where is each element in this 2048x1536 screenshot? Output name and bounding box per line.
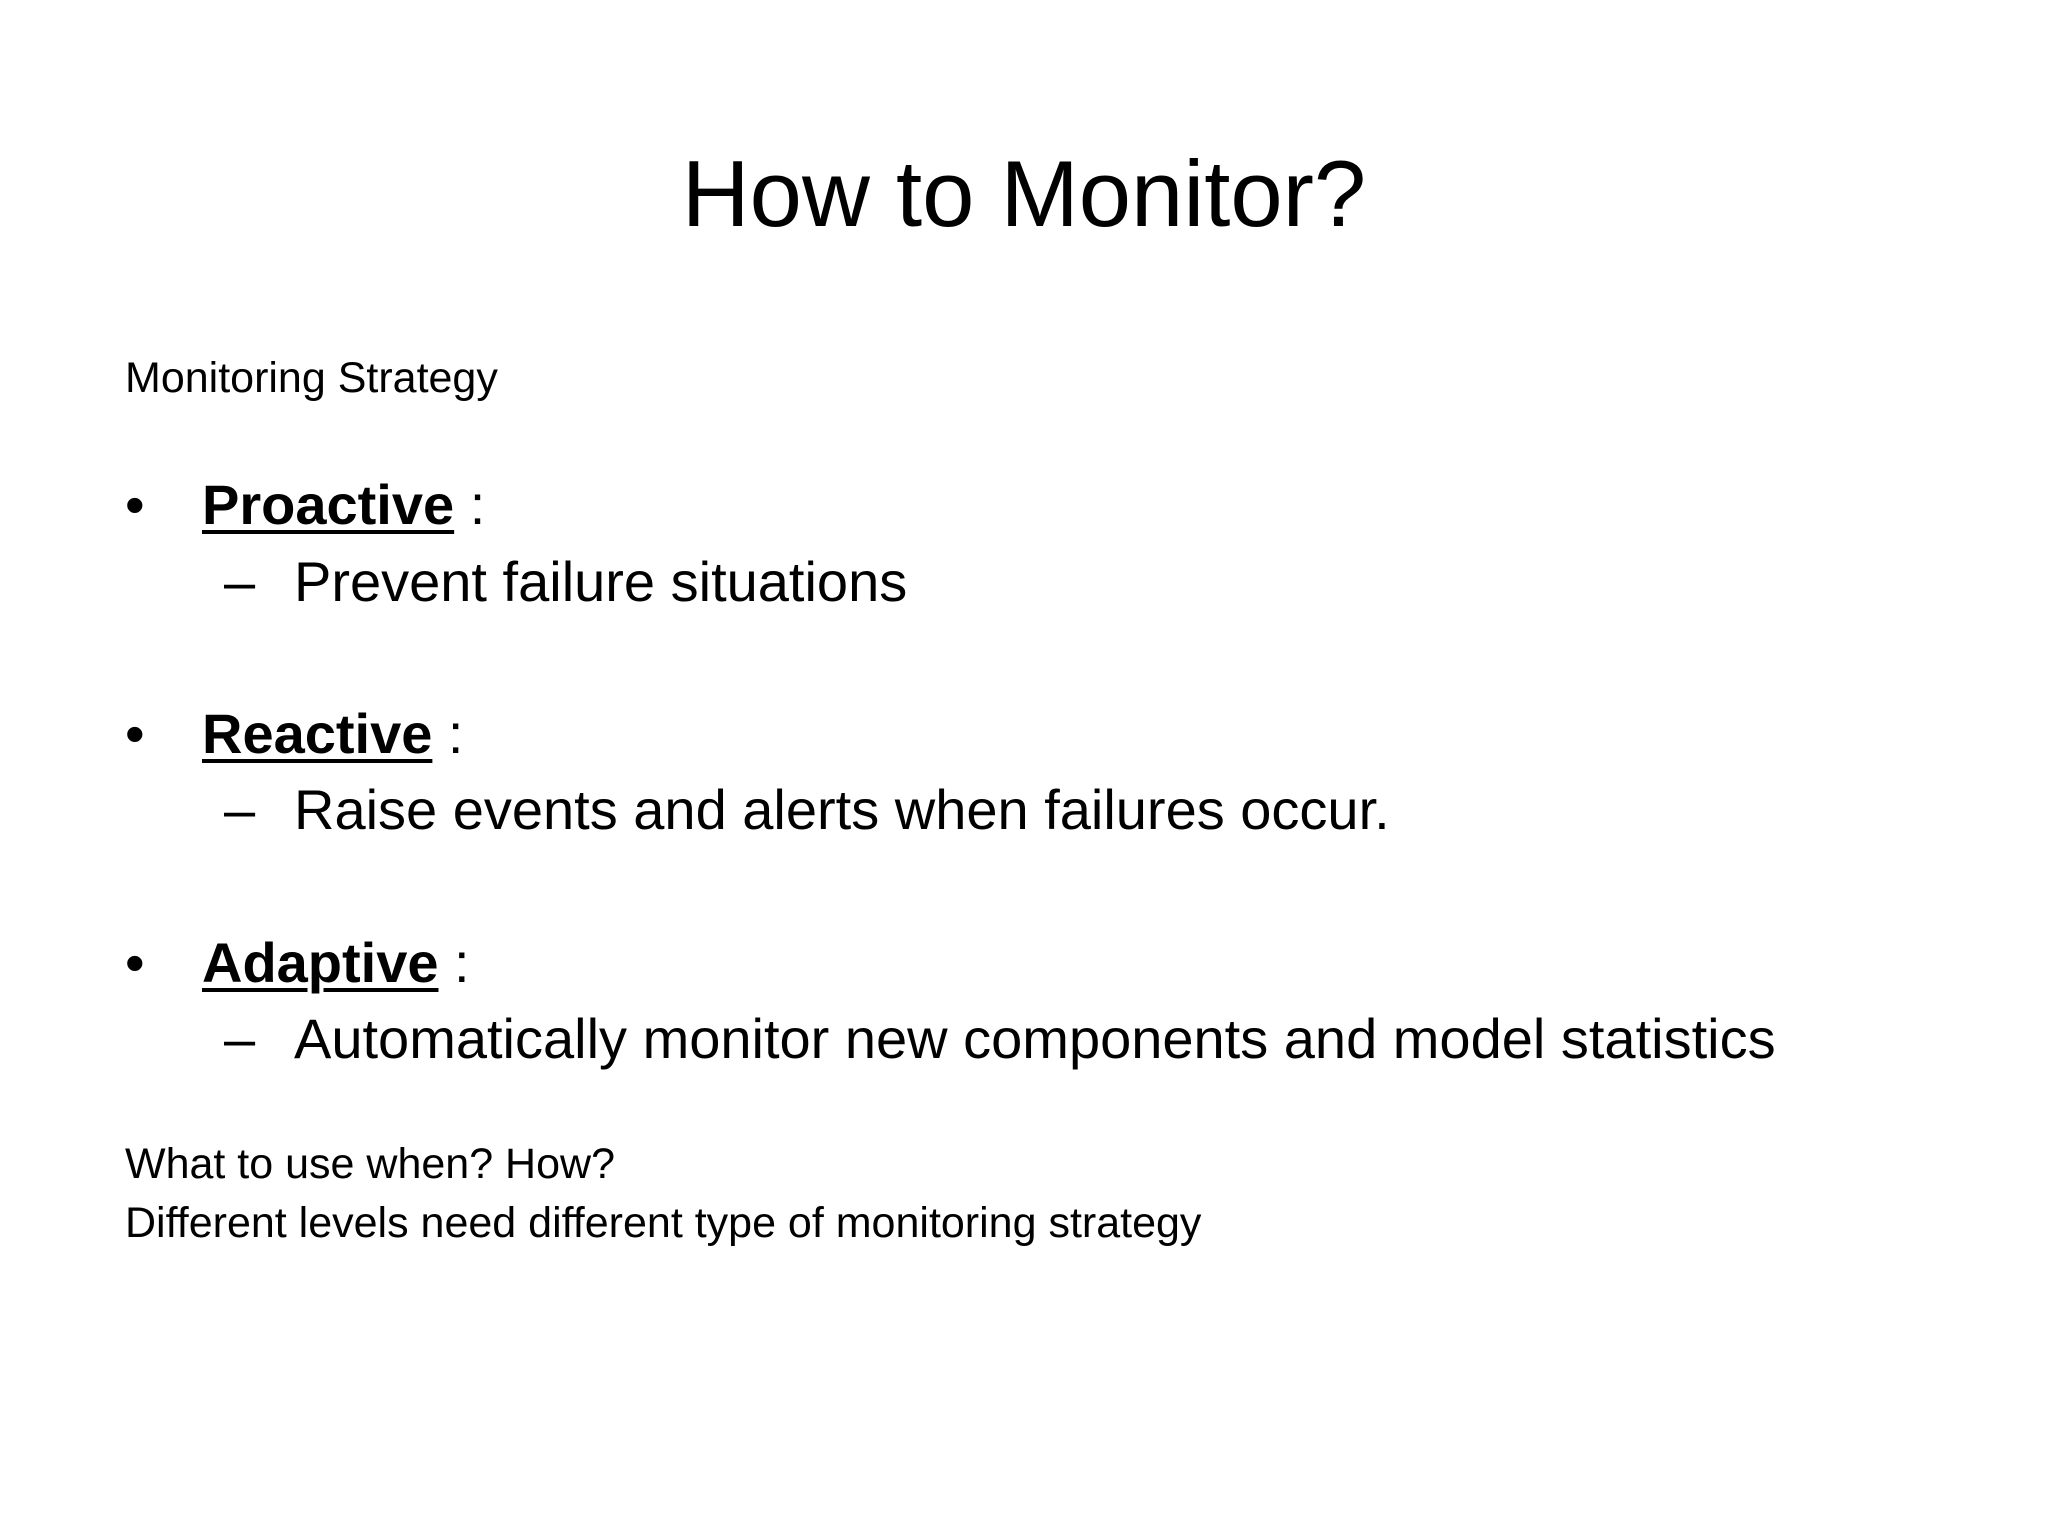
strategy-term: Adaptive [202,931,439,994]
strategy-separator: : [432,702,464,765]
bullet-icon: • [125,473,145,536]
bullet-text [202,699,464,769]
bullet-icon: • [125,702,145,765]
slide-title: How to Monitor? [681,141,1367,246]
bullet-icon: • [125,931,145,994]
bullet-text [202,928,470,998]
dash-icon: – [224,778,256,841]
strategy-detail: Prevent failure situations [294,550,908,613]
strategy-detail: Automatically monitor new components and model statistics [294,1007,1776,1070]
dash-icon: – [224,550,256,613]
strategy-separator: : [454,473,486,536]
intro-text: Monitoring Strategy [125,354,498,402]
strategy-term: Proactive [202,473,455,536]
dash-icon: – [224,1007,256,1070]
strategy-detail: Raise events and alerts when failures occur. [294,778,1390,841]
strategy-separator: : [438,931,470,994]
bullet-text [202,470,485,540]
footer-line-note: Different levels need different type of monitoring strategy [125,1199,1202,1247]
footer-line-question: What to use when? How? [125,1140,615,1188]
strategy-term: Reactive [202,702,433,765]
